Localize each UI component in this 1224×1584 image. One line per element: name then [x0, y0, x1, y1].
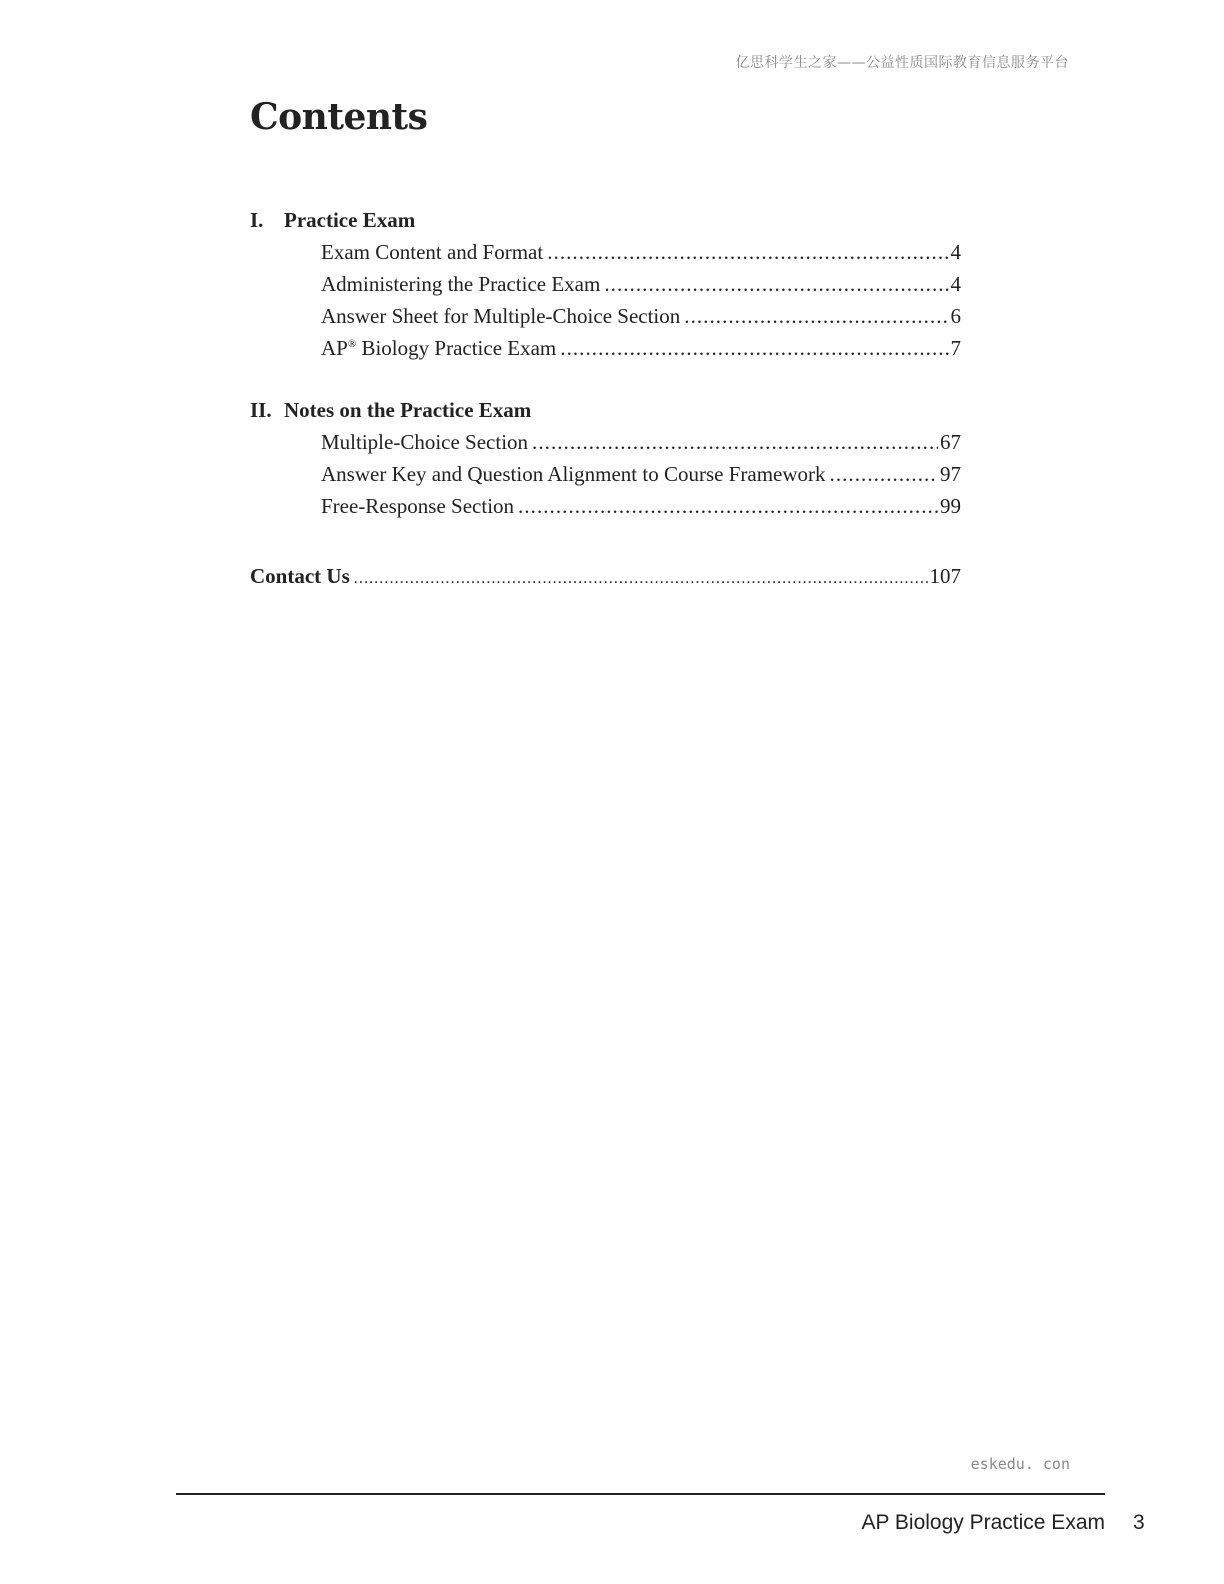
dot-leader — [518, 490, 938, 522]
toc-entry-label: Contact Us — [250, 564, 350, 588]
toc-entry-page: 107 — [929, 564, 961, 588]
page-title: Contents — [250, 96, 428, 138]
toc-entry-page: 7 — [950, 336, 961, 360]
toc-entry-ap-biology-practice-exam[interactable] — [250, 332, 961, 364]
footer-watermark: eskedu. con — [970, 1455, 1070, 1473]
table-of-contents — [250, 204, 961, 592]
toc-section-heading — [250, 394, 961, 426]
toc-entry-multiple-choice[interactable] — [250, 426, 961, 458]
dot-leader — [547, 236, 948, 268]
toc-entry-label: Answer Sheet for Multiple-Choice Section — [321, 304, 681, 328]
toc-entry-page: 4 — [950, 272, 961, 296]
dot-leader — [532, 426, 938, 458]
dot-leader — [560, 332, 948, 364]
toc-section-heading — [250, 204, 961, 236]
label-prefix: AP — [321, 336, 348, 360]
label-suffix: Biology Practice Exam — [356, 336, 557, 360]
toc-entry-label — [321, 332, 560, 364]
toc-entry-label: Exam Content and Format — [321, 240, 544, 264]
toc-entry-label: Multiple-Choice Section — [321, 430, 529, 454]
section-number: I. — [250, 208, 264, 232]
section-title: Notes on the Practice Exam — [284, 398, 532, 422]
toc-entry-answer-sheet[interactable] — [250, 300, 961, 332]
toc-entry-administering-exam[interactable] — [250, 268, 961, 300]
dot-leader — [830, 458, 938, 490]
toc-entry-page: 67 — [940, 430, 961, 454]
toc-section-notes — [250, 394, 961, 522]
dot-leader — [354, 560, 928, 595]
dot-leader — [604, 268, 948, 300]
toc-entry-answer-key[interactable] — [250, 458, 961, 490]
toc-entry-page: 6 — [950, 304, 961, 328]
toc-entry-page: 97 — [940, 462, 961, 486]
toc-entry-label: Administering the Practice Exam — [321, 272, 601, 296]
footer-divider — [176, 1493, 1105, 1495]
footer-title: AP Biology Practice Exam — [861, 1511, 1105, 1534]
toc-section-practice-exam — [250, 204, 961, 364]
toc-entry-exam-content-format[interactable] — [250, 236, 961, 268]
section-number: II. — [250, 398, 272, 422]
registered-mark: ® — [347, 338, 357, 350]
dot-leader — [684, 300, 948, 332]
section-title: Practice Exam — [284, 208, 416, 232]
toc-entry-label: Answer Key and Question Alignment to Course Framework — [321, 462, 826, 486]
toc-entry-contact-us[interactable] — [250, 560, 961, 592]
toc-entry-label: Free-Response Section — [321, 494, 515, 518]
page-number: 3 — [1133, 1511, 1145, 1534]
header-watermark: 亿思科学生之家——公益性质国际教育信息服务平台 — [735, 55, 1069, 71]
toc-entry-page: 4 — [950, 240, 961, 264]
toc-entry-free-response[interactable] — [250, 490, 961, 522]
toc-entry-page: 99 — [940, 494, 961, 518]
